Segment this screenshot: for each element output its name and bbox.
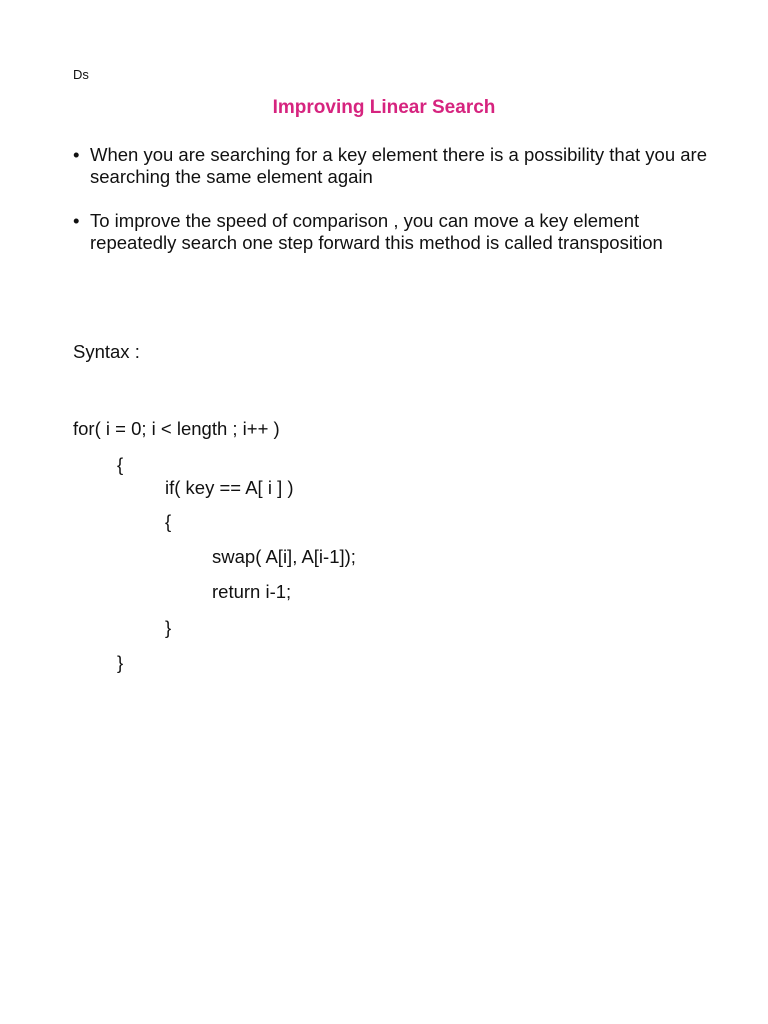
- bullet-item: [73, 210, 713, 254]
- bullet-text: To improve the speed of comparison , you can move a key element repeatedly search one step forward this method is called transposition: [90, 210, 663, 253]
- page-title: Improving Linear Search: [272, 97, 496, 118]
- bullet-list: [73, 144, 713, 276]
- code-line-close-brace-outer: }: [117, 652, 124, 673]
- code-line-open-brace-outer: {: [117, 454, 124, 475]
- syntax-label: Syntax :: [73, 341, 140, 362]
- code-line-if: if( key == A[ i ] ): [165, 477, 294, 498]
- bullet-text: When you are searching for a key element there is a possibility that you are searching the same element again: [90, 144, 707, 187]
- code-line-close-brace-inner: }: [165, 617, 172, 638]
- header-label: Ds: [73, 67, 89, 82]
- code-line-return: return i-1;: [212, 581, 292, 602]
- code-line-open-brace-inner: {: [165, 511, 172, 532]
- bullet-marker: •: [73, 144, 80, 165]
- bullet-marker: •: [73, 210, 80, 231]
- code-line-for: for( i = 0; i < length ; i++ ): [73, 418, 280, 439]
- code-line-swap: swap( A[i], A[i-1]);: [212, 546, 356, 567]
- bullet-item: [73, 144, 713, 188]
